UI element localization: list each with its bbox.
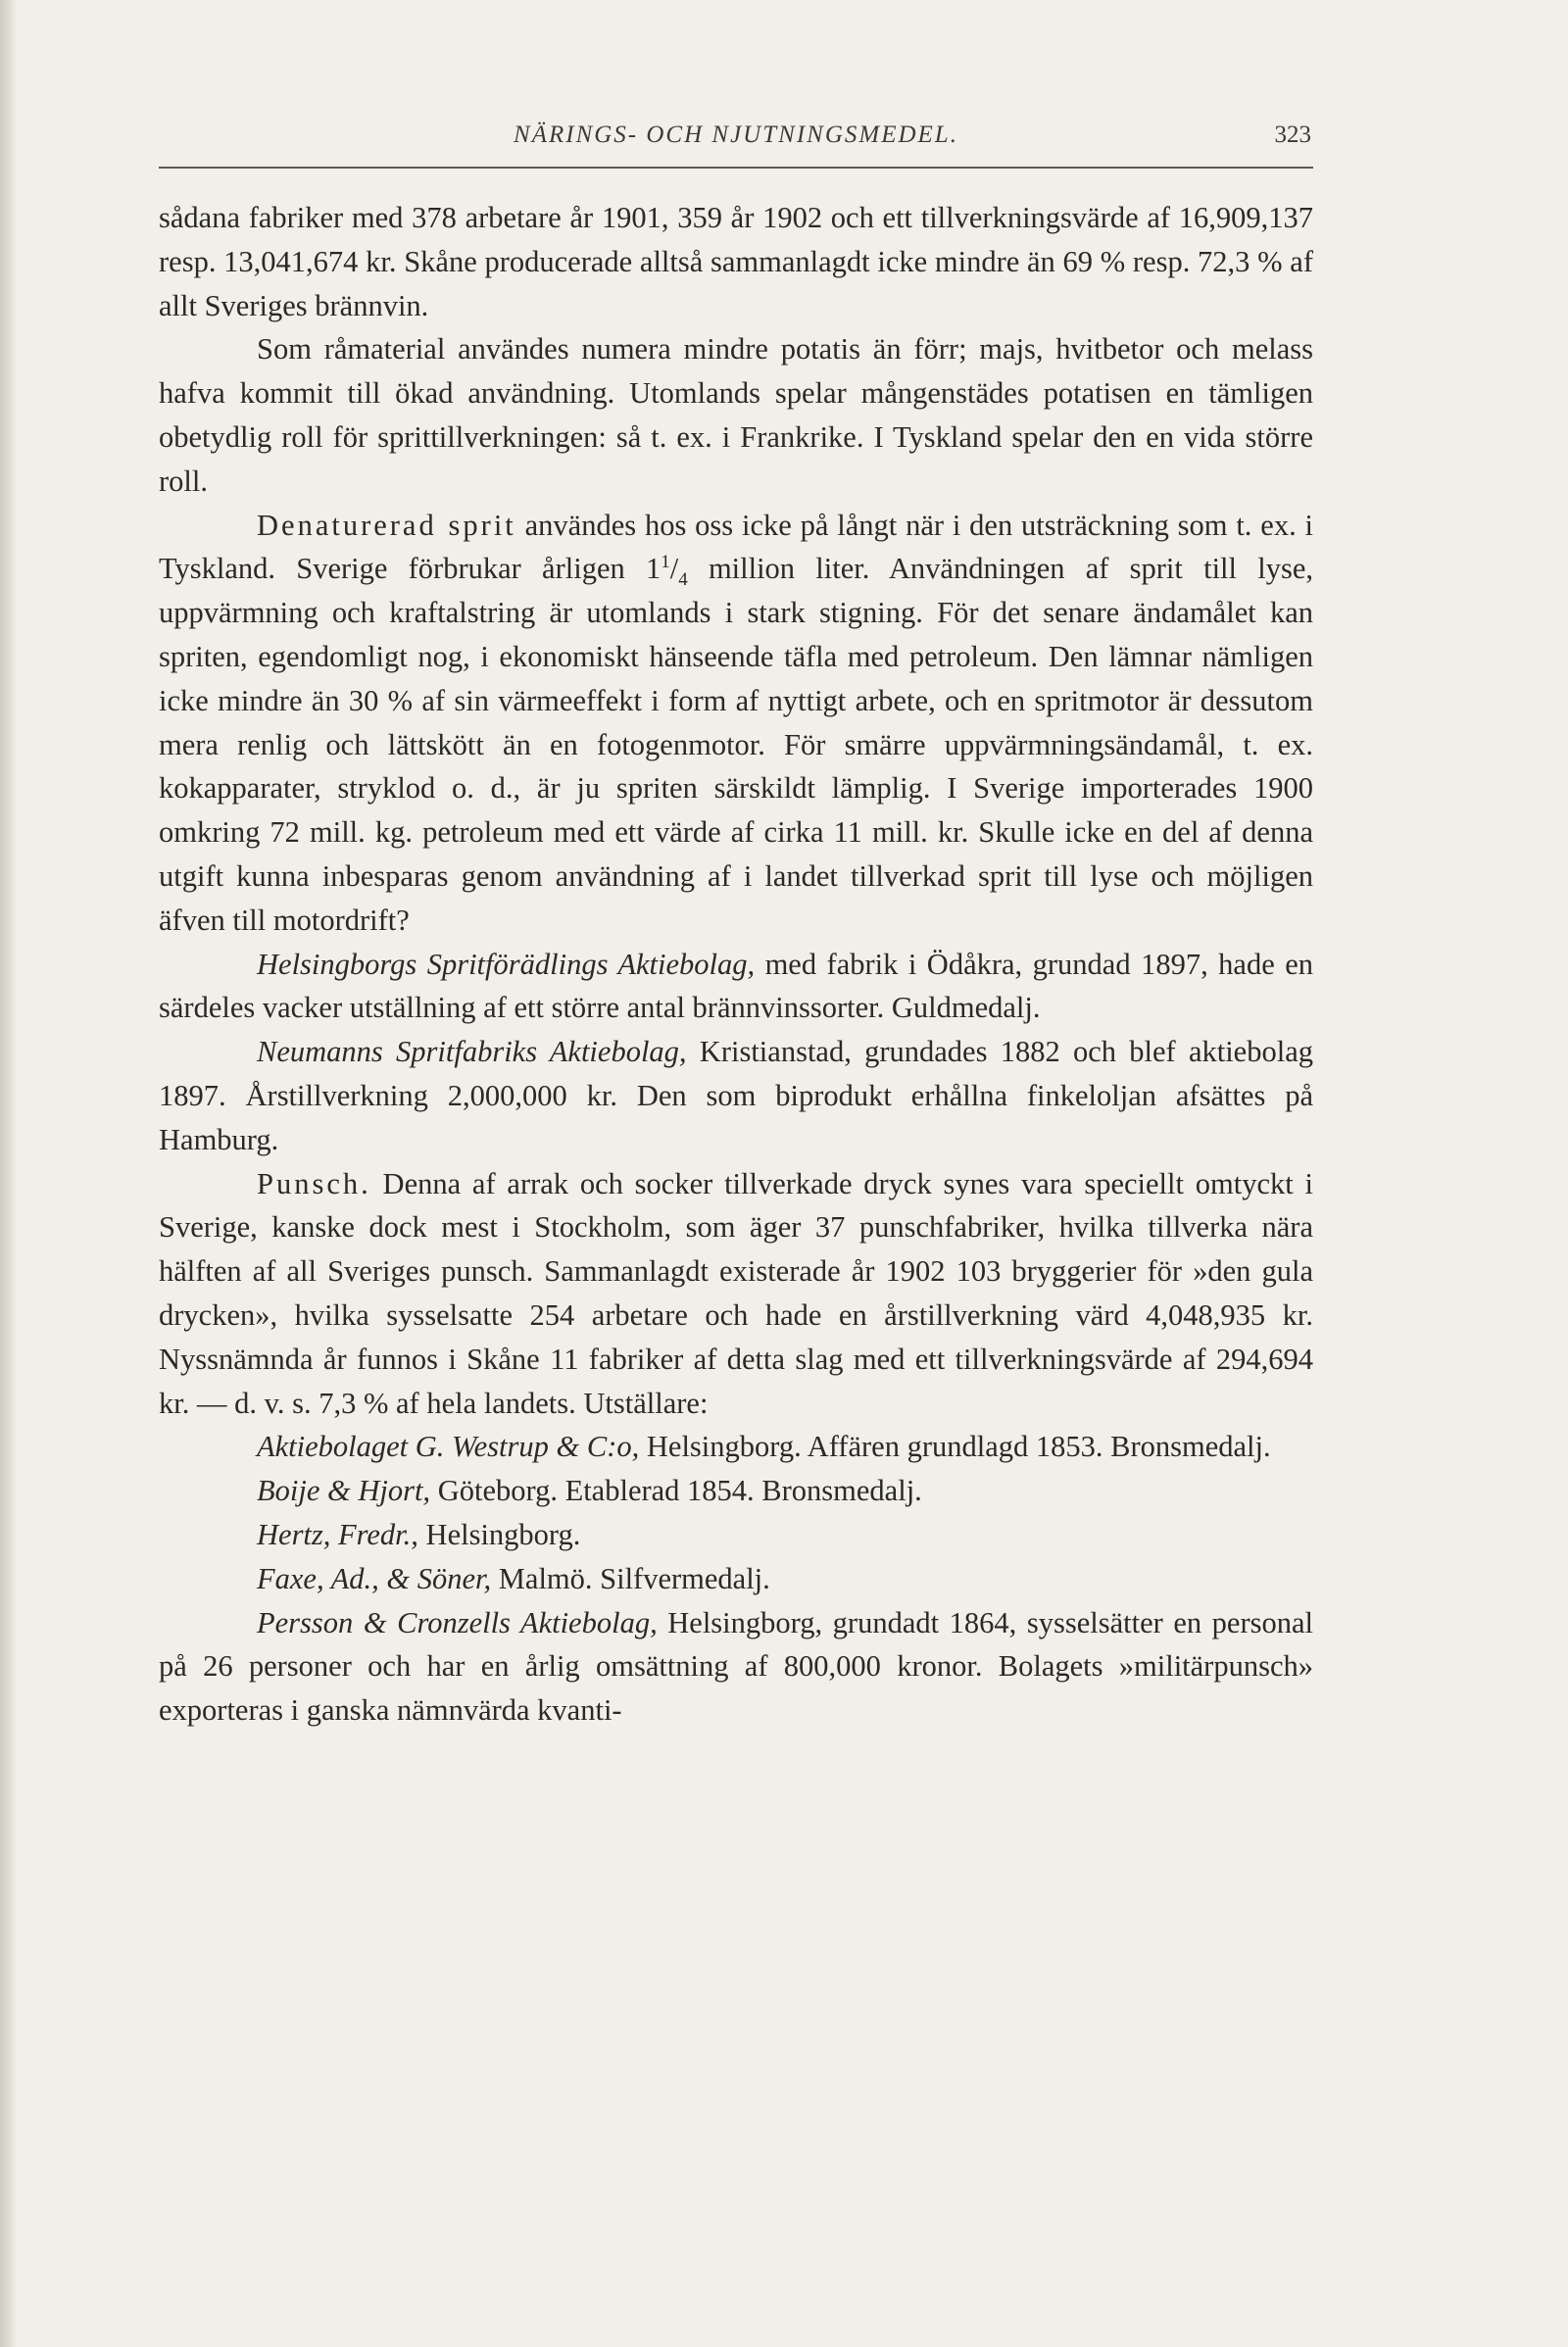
paragraph-3-text-b: million liter. Användningen af sprit till lyse, uppvärmning och kraftalstring är utomlands i stark stigning. För det senare ändamålet kan spriten, egendomligt nog, i ekonomiskt hänseende täfla med petroleum. Den lämnar nämligen icke mindre än 30 % af sin värmeeffekt i form af nyttigt arbete, och en spritmotor är dessutom mera renlig och lättskött än en fotogenmotor. För smärre uppvärmningsändamål, t. ex. kokapparater, stryklod o. d., är ju spriten särskildt lämplig. I Sverige importerades 1900 omkring 72 mill. kg. petroleum med ett värde af cirka 11 mill. kr. Skulle icke en del af denna utgift kunna inbesparas genom användning af i landet tillverkad sprit till lyse och möjligen äfven till motordrift?: [159, 552, 1313, 937]
paragraph-11-text: Helsingborg, grundadt 1864, sysselsätter en personal på 26 personer och har en årlig omsättning af 800,000 kronor. Bolagets »militärpunsch» exporteras i ganska nämnvärda kvanti-: [159, 1605, 1314, 1728]
paragraph-9-text: Helsingborg.: [417, 1517, 581, 1551]
paragraph-6-lead: Punsch.: [257, 1166, 371, 1200]
paragraph-7-text: Helsingborg. Affären grundlagd 1853. Bronsmedalj.: [639, 1430, 1271, 1464]
paragraph-5: [159, 1030, 1313, 1161]
paragraph-8-text: Göteborg. Etablerad 1854. Bronsmedalj.: [430, 1474, 922, 1508]
paragraph-4-text: med fabrik i Ödåkra, grundad 1897, hade en särdeles vacker utställning af ett större antal brännvinssorter. Guldmedalj.: [159, 947, 1313, 1025]
paragraph-1: sådana fabriker med 378 arbetare år 1901, 359 år 1902 och ett tillverkningsvärde af 16,909,137 resp. 13,041,674 kr. Skåne producerade alltså sammanlagdt icke mindre än 69 % resp. 72,3 % af allt Sveriges brännvin.: [159, 201, 1313, 322]
firm-name-helsingborgs: Helsingborgs Spritförädlings Aktiebolag,: [257, 947, 756, 981]
paragraph-3-lead: Denaturerad sprit: [257, 508, 516, 542]
paragraph-3-text-a: användes hos oss icke på långt när i den utsträckning som t. ex. i Tyskland. Sverige förbrukar årligen 1: [159, 508, 1314, 586]
fraction-denominator: 4: [678, 569, 688, 591]
paragraph-7: [159, 1425, 1313, 1469]
paragraph-11: [159, 1601, 1313, 1733]
firm-name-faxe: Faxe, Ad., & Söner,: [257, 1561, 492, 1595]
paragraph-5-text: Kristianstad, grundades 1882 och blef aktiebolag 1897. Årstillverkning 2,000,000 kr. Den som biprodukt erhållna finkeloljan afsättes på Hamburg.: [159, 1035, 1313, 1156]
paragraph-10: [159, 1557, 1313, 1601]
running-title: NÄRINGS- OCH NJUTNINGSMEDEL.: [514, 122, 958, 148]
paragraph-2: Som råmaterial användes numera mindre potatis än förr; majs, hvitbetor och melass hafva kommit till ökad användning. Utomlands spelar mångenstädes potatisen en tämligen obetydlig roll för sprittillverkningen: så t. ex. i Frankrike. I Tyskland spelar den en vida större roll.: [159, 332, 1313, 498]
paragraph-6-text: Denna af arrak och socker tillverkade dryck synes vara speciellt omtyckt i Sverige, kanske dock mest i Stockholm, som äger 37 punschfabriker, hvilka tillverka nära hälften af all Sveriges punsch. Sammanlagdt existerade år 1902 103 bryggerier för »den gula drycken», hvilka sysselsatte 254 arbetare och hade en årstillverkning värd 4,048,935 kr. Nyssnämnda år funnos i Skåne 11 fabriker af detta slag med ett tillverkningsvärde af 294,694 kr. — d. v. s. 7,3 % af hela landets. Utställare:: [159, 1166, 1313, 1420]
firm-name-persson-cronzells: Persson & Cronzells Aktiebolag,: [257, 1605, 658, 1639]
page-header: [159, 116, 1313, 169]
paragraph-10-text: Malmö. Silfvermedalj.: [491, 1561, 770, 1595]
body-text: [159, 196, 1313, 1733]
paragraph-3: [159, 504, 1313, 943]
paragraph-6: [159, 1162, 1313, 1426]
fraction-numerator: 1: [661, 552, 670, 573]
firm-name-hertz: Hertz, Fredr.,: [257, 1517, 418, 1551]
page-edge-shadow: [0, 0, 18, 2347]
paragraph-8: [159, 1469, 1313, 1513]
firm-name-westrup: Aktiebolaget G. Westrup & C:o,: [257, 1430, 640, 1464]
firm-name-boije-hjort: Boije & Hjort,: [257, 1474, 431, 1508]
paragraph-9: [159, 1513, 1313, 1557]
firm-name-neumanns: Neumanns Spritfabriks Aktiebolag,: [257, 1035, 687, 1069]
fraction-one-quarter: $^1/_4$: [661, 552, 688, 591]
paragraph-4: [159, 943, 1313, 1031]
page-number: 323: [1274, 122, 1311, 148]
